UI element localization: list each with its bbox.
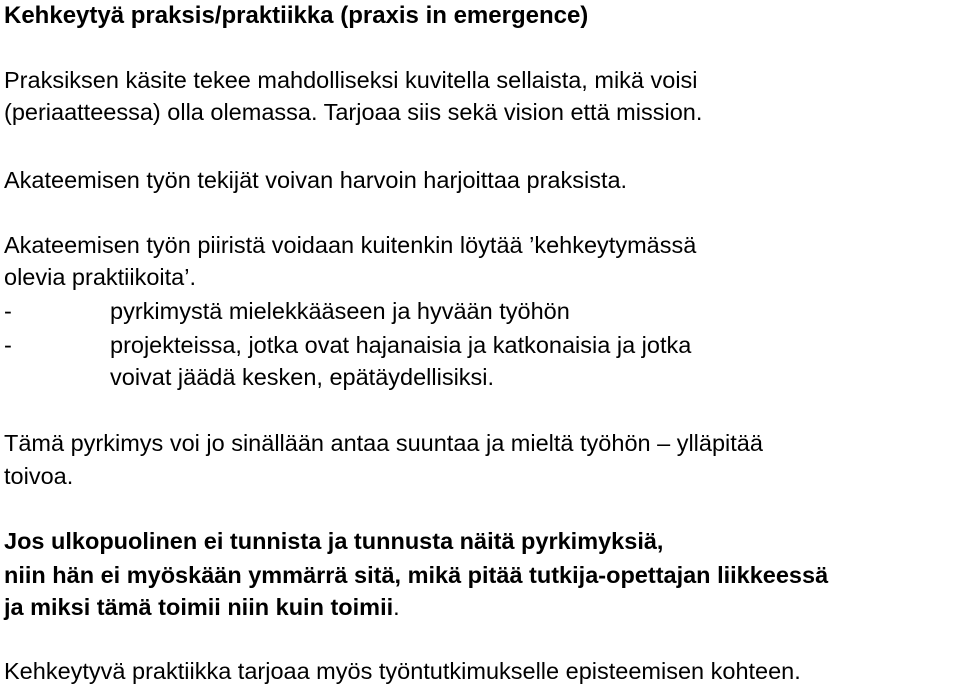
bullet-marker: -	[4, 298, 12, 324]
text-line: Akateemisen työn tekijät voivan harvoin harjoittaa praksista.	[4, 167, 628, 193]
text-line: Akateemisen työn piiristä voidaan kuitenkin löytää ’kehkeytymässä	[4, 232, 697, 258]
text-line: Tämä pyrkimys voi jo sinällään antaa suuntaa ja mieltä työhön – ylläpitää	[4, 430, 763, 456]
bullet-text: pyrkimystä mielekkääseen ja hyvään työhön	[110, 298, 570, 324]
text-line: toivoa.	[4, 463, 74, 489]
bullet-text: projekteissa, jotka ovat hajanaisia ja katkonaisia ja jotka	[110, 332, 692, 358]
text-line: olevia praktiikoita’.	[4, 264, 197, 290]
slide-title: Kehkeytyä praksis/praktiikka (praxis in emergence)	[4, 2, 589, 29]
text-line: niin hän ei myöskään ymmärrä sitä, mikä pitää tutkija-opettajan liikkeessä	[4, 562, 829, 588]
text-line: (periaatteessa) olla olemassa. Tarjoaa siis sekä vision että mission.	[4, 99, 703, 125]
period: .	[393, 594, 400, 620]
bullet-marker: -	[4, 332, 12, 358]
bold-text: ja miksi tämä toimii niin kuin toimii	[4, 594, 394, 620]
bullet-text-continued: voivat jäädä kesken, epätäydellisiksi.	[110, 364, 495, 390]
text-line: Kehkeytyvä praktiikka tarjoaa myös työntutkimukselle episteemisen kohteen.	[4, 658, 801, 684]
text-line	[4, 593, 400, 621]
text-line: Jos ulkopuolinen ei tunnista ja tunnusta näitä pyrkimyksiä,	[4, 528, 664, 554]
text-line: Praksiksen käsite tekee mahdolliseksi kuvitella sellaista, mikä voisi	[4, 67, 698, 93]
